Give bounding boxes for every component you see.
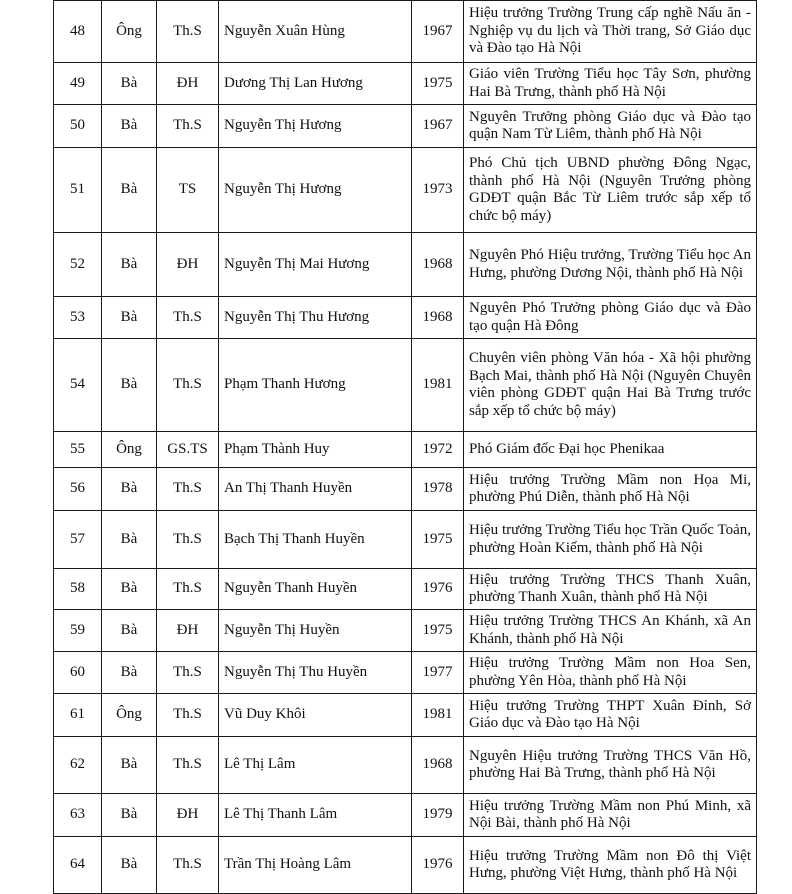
honorific: Bà (102, 837, 157, 894)
degree: Th.S (157, 652, 219, 694)
birth-year: 1979 (412, 794, 464, 837)
table-row (54, 569, 757, 610)
birth-year: 1978 (412, 468, 464, 511)
row-number: 64 (54, 837, 102, 894)
row-number: 49 (54, 63, 102, 105)
honorific: Bà (102, 569, 157, 610)
table-row (54, 297, 757, 339)
honorific: Bà (102, 233, 157, 297)
birth-year: 1981 (412, 694, 464, 737)
honorific: Ông (102, 1, 157, 63)
honorific: Ông (102, 694, 157, 737)
position: Hiệu trưởng Trường Mầm non Phú Minh, xã Nội Bài, thành phố Hà Nội (464, 794, 757, 837)
birth-year: 1981 (412, 339, 464, 432)
honorific: Bà (102, 511, 157, 569)
birth-year: 1975 (412, 63, 464, 105)
position: Hiệu trưởng Trường THCS An Khánh, xã An Khánh, thành phố Hà Nội (464, 610, 757, 652)
full-name: Nguyễn Thanh Huyền (219, 569, 412, 610)
position: Hiệu trưởng Trường Trung cấp nghề Nấu ăn - Nghiệp vụ du lịch và Thời trang, Sở Giáo dục và Đào tạo Hà Nội (464, 1, 757, 63)
row-number: 51 (54, 148, 102, 233)
table-row (54, 233, 757, 297)
row-number: 61 (54, 694, 102, 737)
birth-year: 1967 (412, 105, 464, 148)
table-row (54, 339, 757, 432)
birth-year: 1973 (412, 148, 464, 233)
degree: Th.S (157, 297, 219, 339)
birth-year: 1968 (412, 233, 464, 297)
full-name: Vũ Duy Khôi (219, 694, 412, 737)
birth-year: 1968 (412, 737, 464, 794)
row-number: 62 (54, 737, 102, 794)
honorific: Bà (102, 794, 157, 837)
position: Hiệu trưởng Trường Mầm non Hoa Sen, phường Yên Hòa, thành phố Hà Nội (464, 652, 757, 694)
row-number: 55 (54, 432, 102, 468)
degree: GS.TS (157, 432, 219, 468)
honorific: Bà (102, 468, 157, 511)
full-name: Nguyễn Thị Mai Hương (219, 233, 412, 297)
document-page (53, 0, 756, 893)
honorific: Bà (102, 105, 157, 148)
degree: Th.S (157, 694, 219, 737)
full-name: Lê Thị Lâm (219, 737, 412, 794)
honorific: Bà (102, 63, 157, 105)
position: Hiệu trưởng Trường THCS Thanh Xuân, phường Thanh Xuân, thành phố Hà Nội (464, 569, 757, 610)
table-row (54, 105, 757, 148)
row-number: 57 (54, 511, 102, 569)
position: Nguyên Phó Hiệu trưởng, Trường Tiểu học An Hưng, phường Dương Nội, thành phố Hà Nội (464, 233, 757, 297)
row-number: 54 (54, 339, 102, 432)
birth-year: 1976 (412, 837, 464, 894)
position: Nguyên Hiệu trưởng Trường THCS Văn Hồ, phường Hai Bà Trưng, thành phố Hà Nội (464, 737, 757, 794)
position: Phó Giám đốc Đại học Phenikaa (464, 432, 757, 468)
honorific: Ông (102, 432, 157, 468)
full-name: Phạm Thành Huy (219, 432, 412, 468)
table-row (54, 837, 757, 894)
honorific: Bà (102, 737, 157, 794)
position: Hiệu trưởng Trường Tiểu học Trần Quốc Toản, phường Hoàn Kiếm, thành phố Hà Nội (464, 511, 757, 569)
table-row (54, 468, 757, 511)
row-number: 53 (54, 297, 102, 339)
birth-year: 1976 (412, 569, 464, 610)
degree: ĐH (157, 794, 219, 837)
row-number: 56 (54, 468, 102, 511)
row-number: 58 (54, 569, 102, 610)
table-row (54, 694, 757, 737)
honorific: Bà (102, 339, 157, 432)
degree: Th.S (157, 339, 219, 432)
row-number: 48 (54, 1, 102, 63)
full-name: Nguyễn Xuân Hùng (219, 1, 412, 63)
table-row (54, 794, 757, 837)
position: Hiệu trưởng Trường Mầm non Đô thị Việt Hưng, phường Việt Hưng, thành phố Hà Nội (464, 837, 757, 894)
position: Nguyên Phó Trưởng phòng Giáo dục và Đào tạo quận Hà Đông (464, 297, 757, 339)
birth-year: 1977 (412, 652, 464, 694)
personnel-table (53, 0, 757, 894)
degree: ĐH (157, 63, 219, 105)
position: Nguyên Trưởng phòng Giáo dục và Đào tạo quận Nam Từ Liêm, thành phố Hà Nội (464, 105, 757, 148)
full-name: Nguyễn Thị Thu Huyền (219, 652, 412, 694)
degree: ĐH (157, 233, 219, 297)
degree: ĐH (157, 610, 219, 652)
full-name: Trần Thị Hoàng Lâm (219, 837, 412, 894)
honorific: Bà (102, 610, 157, 652)
table-row (54, 610, 757, 652)
full-name: Dương Thị Lan Hương (219, 63, 412, 105)
degree: Th.S (157, 737, 219, 794)
degree: Th.S (157, 837, 219, 894)
position: Phó Chủ tịch UBND phường Đông Ngạc, thành phố Hà Nội (Nguyên Trưởng phòng GDĐT quận Bắc Từ Liêm trước sắp xếp tổ chức bộ máy) (464, 148, 757, 233)
table-row (54, 652, 757, 694)
row-number: 50 (54, 105, 102, 148)
row-number: 63 (54, 794, 102, 837)
position: Chuyên viên phòng Văn hóa - Xã hội phường Bạch Mai, thành phố Hà Nội (Nguyên Chuyên viên phòng GDĐT quận Hai Bà Trưng trước sắp xếp tổ chức bộ máy) (464, 339, 757, 432)
birth-year: 1975 (412, 610, 464, 652)
honorific: Bà (102, 652, 157, 694)
table-row (54, 737, 757, 794)
degree: Th.S (157, 1, 219, 63)
degree: TS (157, 148, 219, 233)
full-name: Nguyễn Thị Thu Hương (219, 297, 412, 339)
full-name: Lê Thị Thanh Lâm (219, 794, 412, 837)
position: Hiệu trưởng Trường THPT Xuân Đỉnh, Sở Giáo dục và Đào tạo Hà Nội (464, 694, 757, 737)
position: Giáo viên Trường Tiểu học Tây Sơn, phường Hai Bà Trưng, thành phố Hà Nội (464, 63, 757, 105)
birth-year: 1972 (412, 432, 464, 468)
degree: Th.S (157, 511, 219, 569)
birth-year: 1968 (412, 297, 464, 339)
full-name: Nguyễn Thị Hương (219, 105, 412, 148)
row-number: 52 (54, 233, 102, 297)
degree: Th.S (157, 105, 219, 148)
honorific: Bà (102, 297, 157, 339)
degree: Th.S (157, 468, 219, 511)
row-number: 59 (54, 610, 102, 652)
full-name: Phạm Thanh Hương (219, 339, 412, 432)
full-name: An Thị Thanh Huyền (219, 468, 412, 511)
full-name: Nguyễn Thị Hương (219, 148, 412, 233)
birth-year: 1967 (412, 1, 464, 63)
degree: Th.S (157, 569, 219, 610)
full-name: Bạch Thị Thanh Huyền (219, 511, 412, 569)
table-row (54, 511, 757, 569)
table-row (54, 63, 757, 105)
row-number: 60 (54, 652, 102, 694)
table-row (54, 1, 757, 63)
full-name: Nguyễn Thị Huyền (219, 610, 412, 652)
honorific: Bà (102, 148, 157, 233)
table-row (54, 148, 757, 233)
position: Hiệu trưởng Trường Mầm non Họa Mi, phường Phú Diễn, thành phố Hà Nội (464, 468, 757, 511)
table-row (54, 432, 757, 468)
birth-year: 1975 (412, 511, 464, 569)
